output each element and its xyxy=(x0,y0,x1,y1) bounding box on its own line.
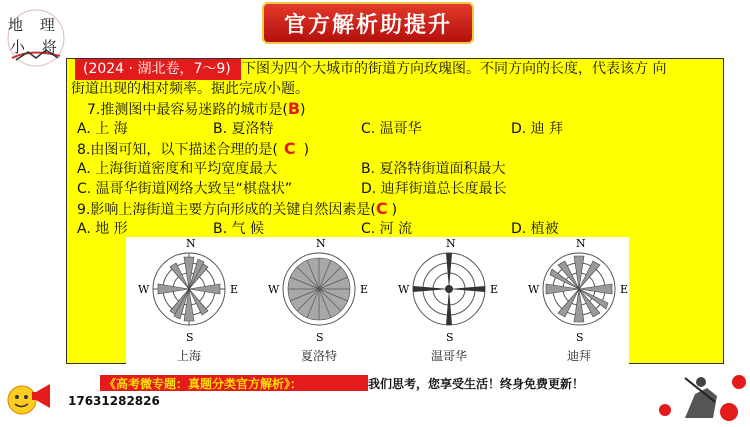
logo xyxy=(2,8,72,70)
q9-option-b: B. 气 候 xyxy=(213,221,264,237)
rose-vancouver xyxy=(394,237,504,366)
q7-option-b: B. 夏洛特 xyxy=(213,121,274,137)
q9-answer: C xyxy=(375,199,388,218)
promo-text: 《高考微专题：真题分类官方解析》： xyxy=(104,377,303,391)
svg-text:N: N xyxy=(576,237,586,250)
q7-option-c: C. 温哥华 xyxy=(361,121,422,137)
rose-dubai xyxy=(524,237,634,366)
svg-text:N: N xyxy=(186,237,196,250)
q7-option-d: D. 迪 拜 xyxy=(511,121,564,137)
q8-answer: C xyxy=(283,139,296,158)
street-orientation-figure xyxy=(126,237,629,366)
rose-vancouver-graphic xyxy=(394,237,504,347)
rose-shanghai xyxy=(134,237,244,366)
q8-option-b: B. 夏洛特街道面积最大 xyxy=(361,161,506,177)
phone-emoji-icon xyxy=(6,376,66,416)
rose-charlotte-graphic xyxy=(264,237,374,347)
phone-number: 17631282826 xyxy=(68,394,160,408)
rose-label-charlotte: 夏洛特 xyxy=(300,349,337,363)
svg-text:E: E xyxy=(490,283,499,296)
rose-dubai-graphic xyxy=(524,237,634,347)
corner-decoration xyxy=(655,366,750,423)
rose-label-shanghai: 上海 xyxy=(176,349,201,363)
q9-option-d: D. 植被 xyxy=(511,221,559,237)
question-intro-1: 下图为四个大城市的街道方向玫瑰图。不同方向的长度，代表该方 向 xyxy=(242,61,667,77)
svg-text:W: W xyxy=(268,283,280,296)
svg-text:S: S xyxy=(316,331,324,344)
logo-text-bottom: 小 将 xyxy=(10,38,63,56)
q7-answer: B xyxy=(287,99,301,118)
question-source: (2024 · 湖北卷，7～9) xyxy=(83,61,231,77)
rose-label-vancouver: 温哥华 xyxy=(430,349,467,363)
svg-text:N: N xyxy=(316,237,326,250)
rose-charlotte xyxy=(264,237,374,366)
question-intro-2: 街道出现的相对频率。据此完成小题。 xyxy=(71,81,309,97)
svg-text:S: S xyxy=(186,331,194,344)
q8-stem: 8.由图可知，以下描述合理的是( C ) xyxy=(77,139,310,158)
rose-shanghai-graphic xyxy=(134,237,244,347)
q8-option-c: C. 温哥华街道网络大致呈“棋盘状” xyxy=(77,181,293,197)
q9-option-c: C. 河 流 xyxy=(361,221,413,237)
svg-text:E: E xyxy=(620,283,629,296)
svg-text:S: S xyxy=(446,331,454,344)
question-card xyxy=(66,58,724,364)
q8-option-d: D. 迪拜街道总长度最长 xyxy=(361,181,507,197)
svg-text:E: E xyxy=(360,283,369,296)
logo-text-top: 地 理 xyxy=(8,16,61,34)
q9-option-a: A. 地 形 xyxy=(77,221,128,237)
svg-text:E: E xyxy=(230,283,239,296)
svg-text:S: S xyxy=(576,331,584,344)
svg-text:W: W xyxy=(138,283,150,296)
svg-text:W: W xyxy=(398,283,410,296)
q7-option-a: A. 上 海 xyxy=(77,121,128,137)
banner-title: 官方解析助提升 xyxy=(283,12,452,38)
q7-stem: 7.推测图中最容易迷路的城市是(B) xyxy=(87,99,306,118)
q9-stem: 9.影响上海街道主要方向形成的关键自然因素是(C ) xyxy=(77,199,398,218)
slogan-text: 我们思考，您享受生活！终身免费更新！ xyxy=(368,377,585,391)
rose-label-dubai: 迪拜 xyxy=(566,349,591,363)
svg-text:N: N xyxy=(446,237,456,250)
svg-text:W: W xyxy=(528,283,540,296)
title-banner xyxy=(262,2,474,44)
q8-option-a: A. 上海街道密度和平均宽度最大 xyxy=(77,161,278,177)
